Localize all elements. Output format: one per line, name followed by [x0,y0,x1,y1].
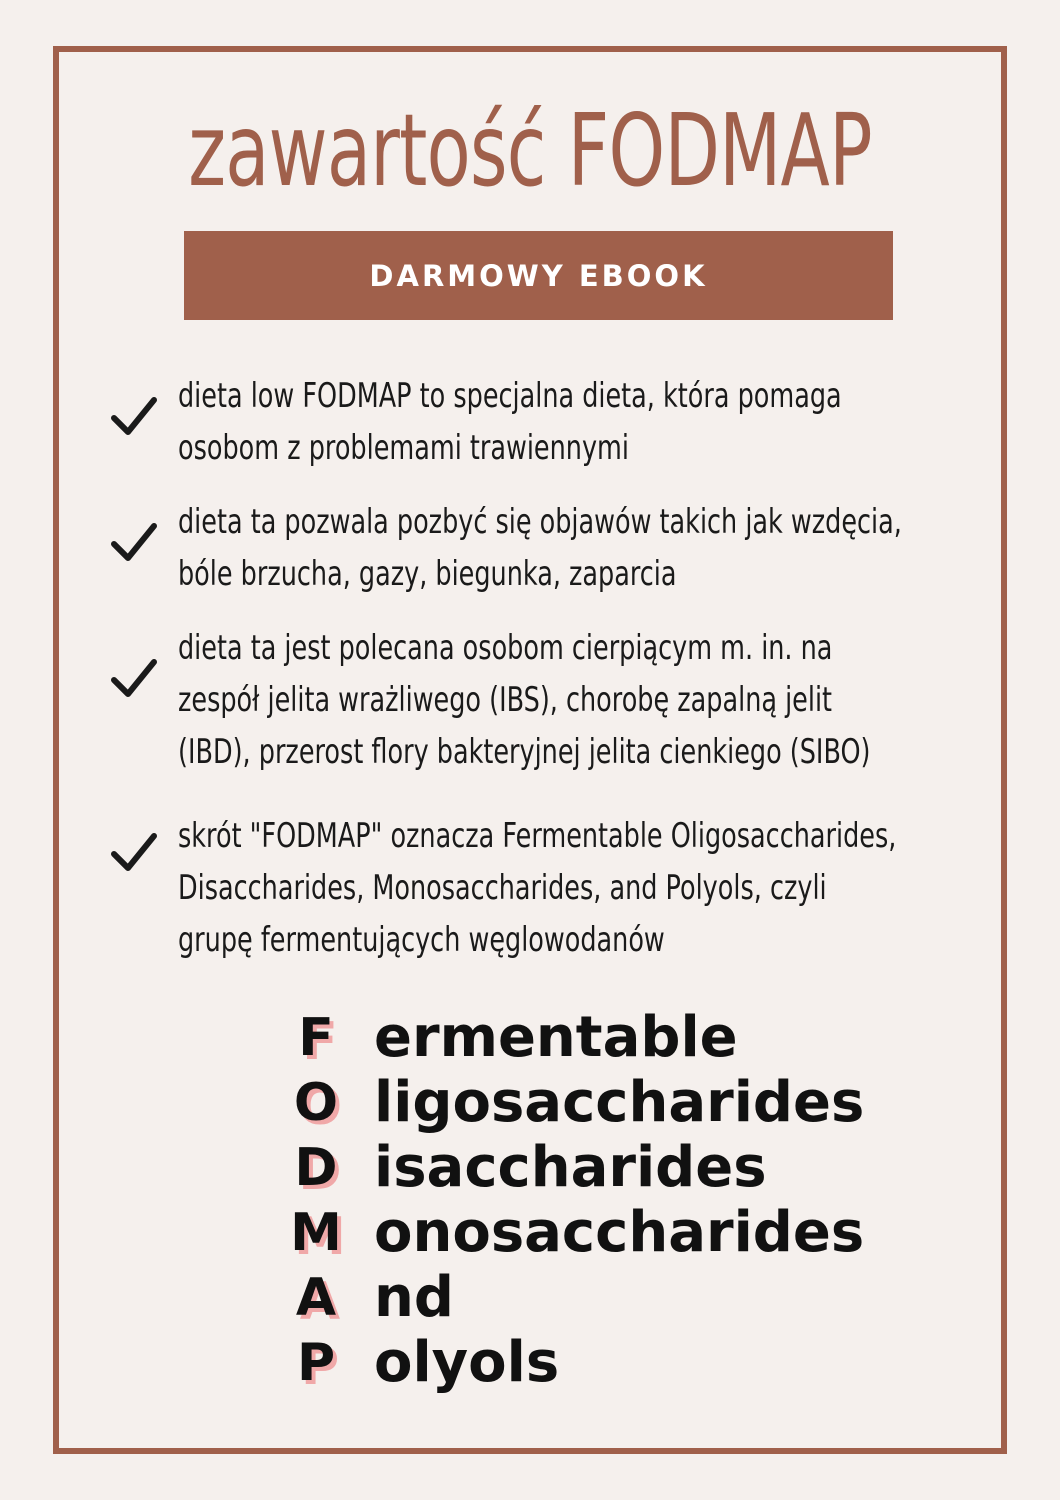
bullet-text: dieta ta jest polecana osobom cierpiącym m. in. na zespół jelita wrażliwego (IBS), chorobę zapalną jelit (IBD), przerost flory bakteryjnej jelita cienkiego (SIBO) [178,628,871,772]
acronym-row [288,1265,928,1331]
bullet-text: skrót "FODMAP" oznacza Fermentable Oligosaccharides, Disaccharides, Monosaccharides, and Polyols, czyli grupę fermentujących węglowodanów [178,816,897,960]
acronym-letter: A [295,1268,337,1328]
banner-label: DARMOWY EBOOK [369,258,708,293]
acronym-letter: D [294,1138,338,1198]
acronym-row [288,1200,928,1266]
checkmark-icon [108,518,158,568]
acronym-word: nd [374,1265,454,1330]
acronym-row [288,1005,928,1071]
bullet-text: dieta ta pozwala pozbyć się objawów takich jak wzdęcia, bóle brzucha, gazy, biegunka, zaparcia [178,502,902,594]
checkmark-icon [108,828,158,878]
acronym-row [288,1330,928,1396]
ebook-banner [184,231,893,320]
acronym-row [288,1070,928,1136]
checkmark-icon [108,392,158,442]
acronym-row [288,1135,928,1201]
acronym-word: isaccharides [374,1135,767,1200]
acronym-letter: F [298,1008,334,1068]
acronym-letter: O [293,1073,339,1133]
checkmark-icon [108,654,158,704]
acronym-letter: M [290,1203,342,1263]
acronym-word: ermentable [374,1005,738,1070]
page-title: zawartość FODMAP [188,92,872,209]
bullet-text: dieta low FODMAP to specjalna dieta, która pomaga osobom z problemami trawiennymi [178,376,842,468]
acronym-word: ligosaccharides [374,1070,865,1135]
acronym-word: onosaccharides [374,1200,865,1265]
acronym-letter: P [296,1333,336,1393]
acronym-word: olyols [374,1330,560,1395]
